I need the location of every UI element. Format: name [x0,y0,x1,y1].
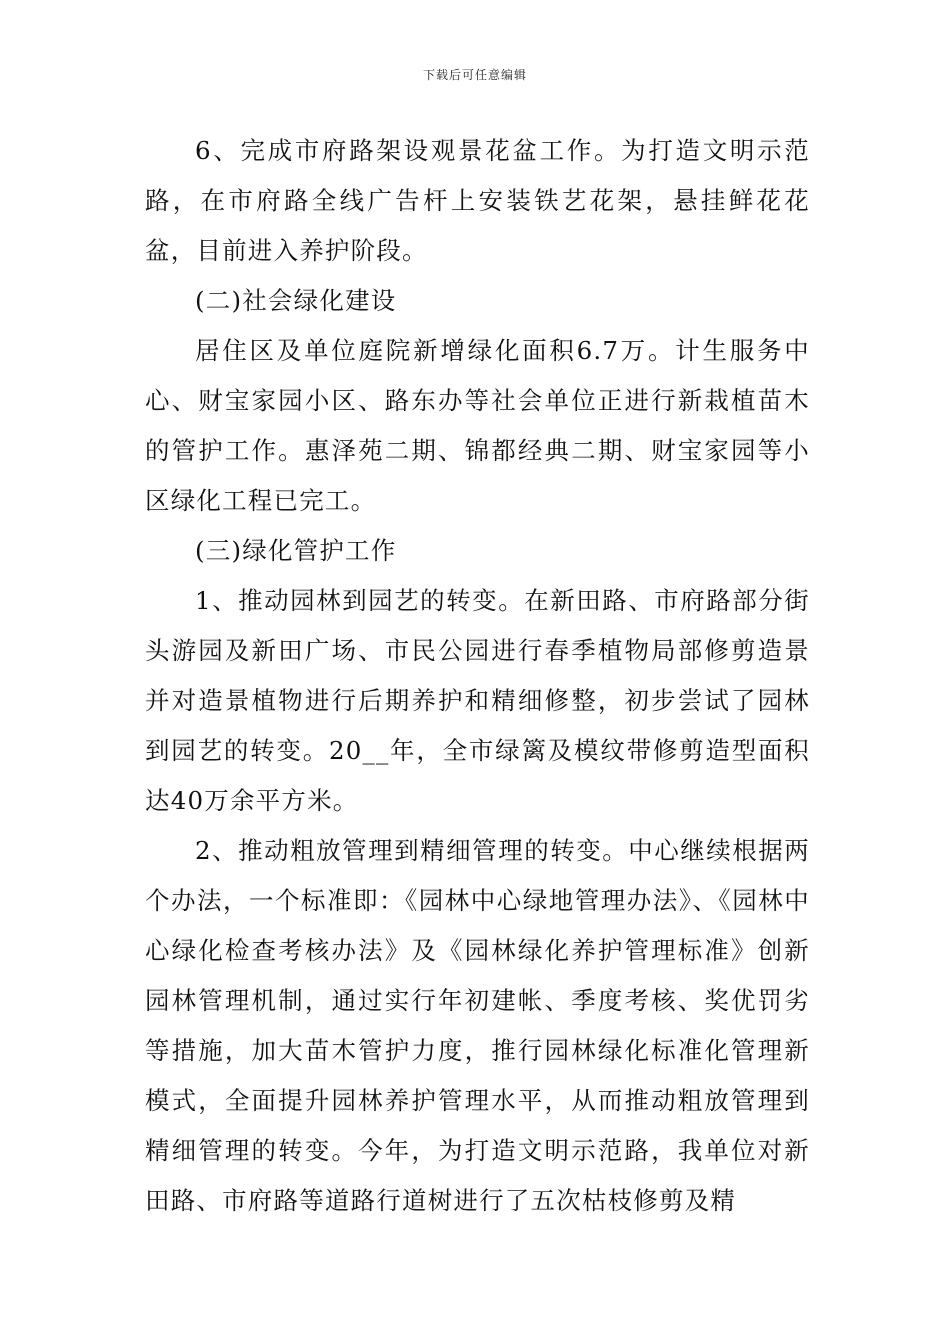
section-heading-social-greening: (二)社会绿化建设 [195,286,397,315]
paragraph-item-2: 2、推动粗放管理到精细管理的转变。中心继续根据两个办法，一个标准即：《园林中心绿地管理办法》、《园林中心绿化检查考核办法》及《园林绿化养护管理标准》创新园林管理机制，通过实行年初建帐、季度考核、奖优罚劣等措施，加大苗木管护力度，推行园林绿化标准化管理新模式，全面提升园林养护管理水平，从而推动粗放管理到精细管理的转变。今年，为打造文明示范路，我单位对新田路、市府路等道路行道树进行了五次枯枝修剪及精 [145,836,810,1215]
paragraph-social-greening: 居住区及单位庭院新增绿化面积6.7万。计生服务中心、财宝家园小区、路东办等社会单位正进行新栽植苗木的管护工作。惠泽苑二期、锦都经典二期、财宝家园等小区绿化工程已完工。 [145,336,810,515]
document-body [145,126,810,1226]
page-header-note: 下载后可任意编辑 [422,68,527,82]
paragraph-item-6: 6、完成市府路架设观景花盆工作。为打造文明示范路，在市府路全线广告杆上安装铁艺花架，悬挂鲜花花盆，目前进入养护阶段。 [145,136,810,265]
section-heading-greening-maintenance: (三)绿化管护工作 [195,536,397,565]
paragraph-item-1: 1、推动园林到园艺的转变。在新田路、市府路部分街头游园及新田广场、市民公园进行春季植物局部修剪造景并对造景植物进行后期养护和精细修整，初步尝试了园林到园艺的转变。20__年，全市绿篱及模纹带修剪造型面积达40万余平方米。 [145,586,810,815]
